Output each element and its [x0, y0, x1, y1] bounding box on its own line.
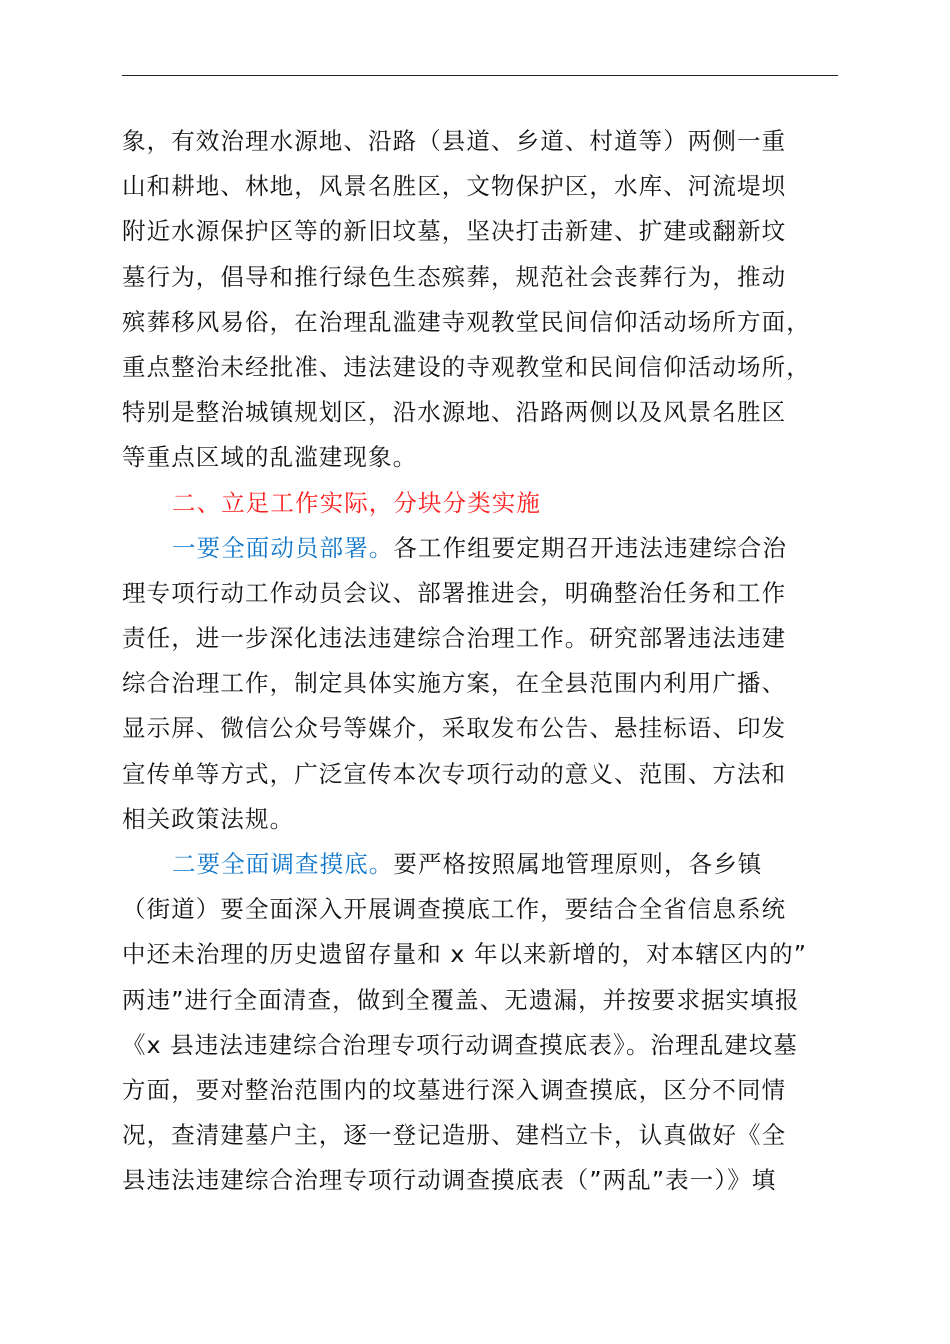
- body-line: 责任，进一步深化违法违建综合治理工作。研究部署违法违建: [122, 624, 787, 653]
- paragraph-first-line: [122, 842, 852, 887]
- lead-phrase: 二要全面调查摸底。: [172, 850, 394, 878]
- body-line: 方面，要对整治范围内的坟墓进行深入调查摸底，区分不同情: [122, 1075, 787, 1104]
- lead-phrase: 一要全面动员部署。: [172, 533, 394, 562]
- body-line: 重点整治未经批准、违法建设的寺观教堂和民间信仰活动场所，: [122, 352, 811, 381]
- body-line: （街道）要全面深入开展调查摸底工作，要结合全省信息系统: [122, 895, 787, 924]
- body-line: 综合治理工作，制定具体实施方案，在全县范围内利用广播、: [122, 669, 787, 698]
- body-line: 《x 县违法违建综合治理专项行动调查摸底表》。治理乱建坟墓: [122, 1030, 799, 1059]
- body-line: 山和耕地、林地，风景名胜区，文物保护区，水库、河流堤坝: [122, 172, 787, 201]
- body-line: 显示屏、微信公众号等媒介，采取发布公告、悬挂标语、印发: [122, 714, 787, 743]
- paragraph-first-line: [122, 526, 852, 571]
- section-heading: 二、立足工作实际，分块分类实施: [172, 488, 541, 517]
- header-rule: [122, 75, 838, 76]
- body-line: 理专项行动工作动员会议、部署推进会，明确整治任务和工作: [122, 578, 787, 607]
- body-line: 相关政策法规。: [122, 804, 295, 833]
- body-line: 象，有效治理水源地、沿路（县道、乡道、村道等）两侧一重: [122, 127, 787, 155]
- body-line: 宣传单等方式，广泛宣传本次专项行动的意义、范围、方法和: [122, 759, 787, 788]
- body-line: 等重点区域的乱滥建现象。: [122, 443, 418, 472]
- body-line-text: 要严格按照属地管理原则，各乡镇: [393, 850, 763, 878]
- body-line: 墓行为，倡导和推行绿色生态殡葬，规范社会丧葬行为，推动: [122, 262, 787, 291]
- body-line: 中还未治理的历史遗留存量和 x 年以来新增的，对本辖区内的”: [122, 940, 808, 969]
- body-line: 附近水源保护区等的新旧坟墓，坚决打击新建、扩建或翻新坟: [122, 217, 787, 246]
- document-body: [122, 119, 852, 1204]
- body-line: 两违”进行全面清查，做到全覆盖、无遗漏，并按要求据实填报: [122, 985, 800, 1014]
- body-line: 殡葬移风易俗，在治理乱滥建寺观教堂民间信仰活动场所方面，: [122, 307, 811, 336]
- body-line-text: 各工作组要定期召开违法违建综合治: [393, 533, 788, 562]
- body-line: 县违法违建综合治理专项行动调查摸底表（”两乱”表一）》填: [122, 1166, 777, 1195]
- body-line: 况，查清建墓户主，逐一登记造册、建档立卡，认真做好《全: [122, 1121, 787, 1150]
- body-line: 特别是整治城镇规划区，沿水源地、沿路两侧以及风景名胜区: [122, 398, 787, 427]
